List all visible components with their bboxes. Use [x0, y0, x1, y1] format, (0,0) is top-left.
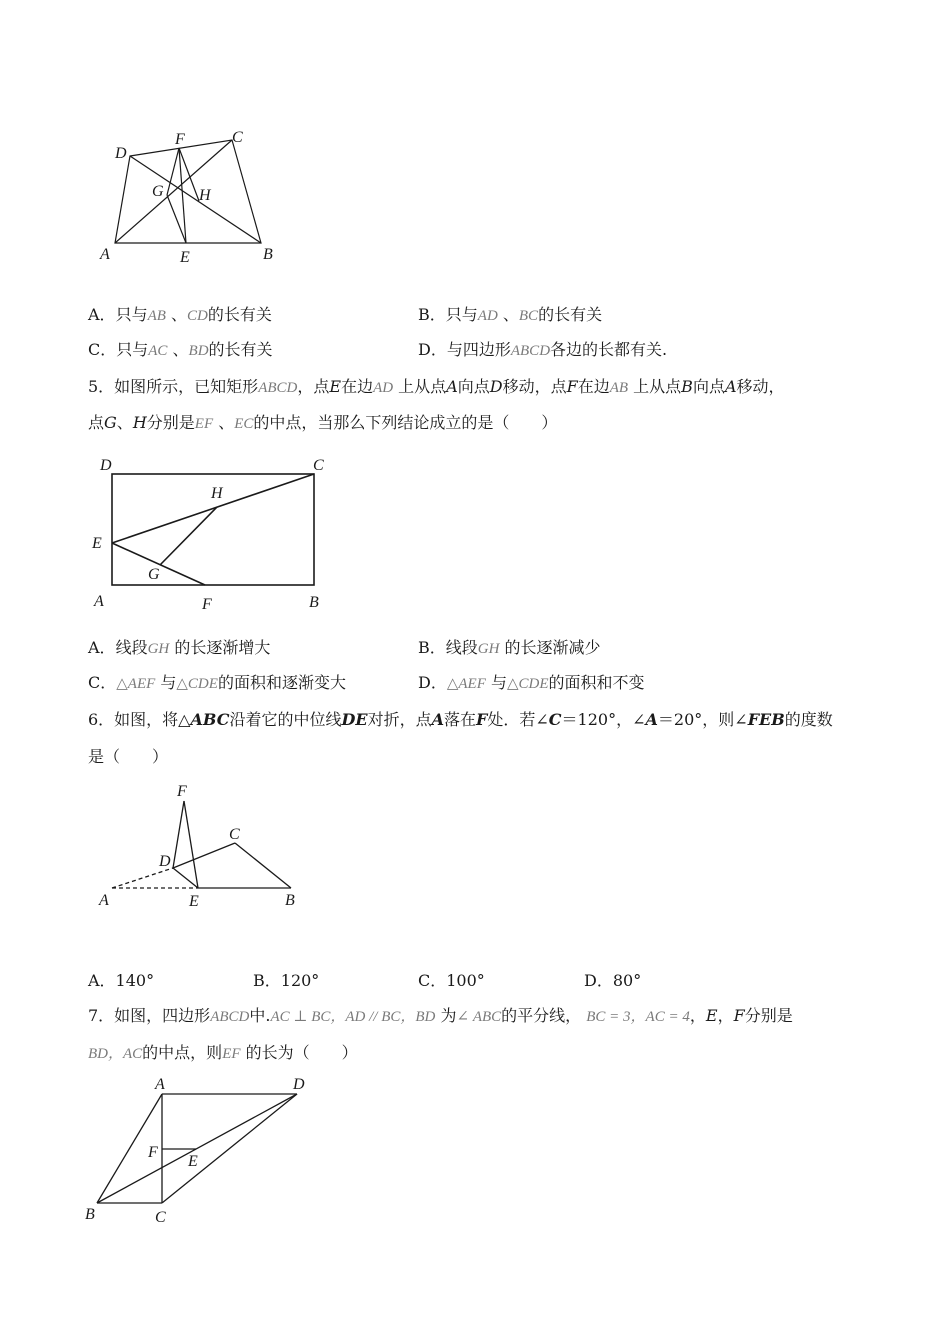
q5-label-H: H: [211, 485, 223, 502]
q7-label-F: F: [148, 1144, 158, 1161]
q6-stem-line2: 是（ ）: [88, 747, 169, 766]
q5-label-A: A: [94, 593, 104, 610]
q5-label-C: C: [313, 457, 324, 474]
q4-label-F: F: [175, 131, 185, 148]
q6-figure: [88, 778, 318, 913]
q5-label-G: G: [148, 566, 160, 583]
q4-figure: [95, 125, 295, 270]
q6-label-D: D: [159, 853, 171, 870]
q5-label-D: D: [100, 457, 112, 474]
q7-stem-line1: 7．如图，四边形ABCD中.AC ⊥ BC，AD // BC，BD 为∠ ABC的平分线， BC = 3，AC = 4，E，F分别是: [88, 1006, 793, 1025]
q6-stem-line1: 6．如图，将△ABC沿着它的中位线DE对折，点A落在F处．若∠C＝120°，∠A＝20°，则∠FEB的度数: [88, 710, 833, 729]
q4-label-B: B: [263, 246, 273, 263]
q4-label-E: E: [180, 249, 190, 266]
q6-label-B: B: [285, 892, 295, 909]
q5-option-b: B．线段GH 的长逐渐减少: [418, 638, 601, 657]
q5-figure: [88, 452, 338, 617]
q5-label-B: B: [309, 594, 319, 611]
q7-figure: [82, 1072, 322, 1232]
q5-option-a: A．线段GH 的长逐渐增大: [88, 638, 271, 657]
q6-option-c: C．100°: [418, 971, 485, 990]
q4-option-c: C．只与AC 、BD的长有关: [88, 340, 273, 359]
q4-option-a: A．只与AB 、CD的长有关: [88, 305, 272, 324]
q6-label-C: C: [229, 826, 240, 843]
q7-label-C: C: [155, 1209, 166, 1226]
q4-label-D: D: [115, 145, 127, 162]
q6-label-A: A: [99, 892, 109, 909]
q7-label-B: B: [85, 1206, 95, 1223]
q7-label-D: D: [293, 1076, 305, 1093]
q5-stem-line2: 点G、H分别是EF 、EC的中点，当那么下列结论成立的是（ ）: [88, 413, 558, 432]
q4-option-d: D．与四边形ABCD各边的长都有关.: [418, 340, 668, 359]
q5-stem-line1: 5．如图所示，已知矩形ABCD，点E在边AD 上从点A向点D移动，点F在边AB 上从点B向点A移动，: [88, 377, 785, 396]
q5-option-c: C．△AEF 与△CDE的面积和逐渐变大: [88, 673, 346, 692]
q6-option-b: B．120°: [253, 971, 320, 990]
q4-label-G: G: [152, 183, 164, 200]
q7-label-E: E: [188, 1153, 198, 1170]
q4-label-A: A: [100, 246, 110, 263]
q6-option-a: A．140°: [88, 971, 155, 990]
q5-label-E: E: [92, 535, 102, 552]
q7-label-A: A: [155, 1076, 165, 1093]
q6-option-d: D．80°: [584, 971, 642, 990]
q7-stem-line2: BD，AC的中点，则EF 的长为（ ）: [88, 1043, 358, 1062]
q4-label-C: C: [232, 129, 243, 146]
q6-label-F: F: [177, 783, 187, 800]
q4-label-H: H: [199, 187, 211, 204]
q4-option-b: B．只与AD 、BC的长有关: [418, 305, 603, 324]
q6-label-E: E: [189, 893, 199, 910]
q5-option-d: D．△AEF 与△CDE的面积和不变: [418, 673, 645, 692]
q5-label-F: F: [202, 596, 212, 613]
